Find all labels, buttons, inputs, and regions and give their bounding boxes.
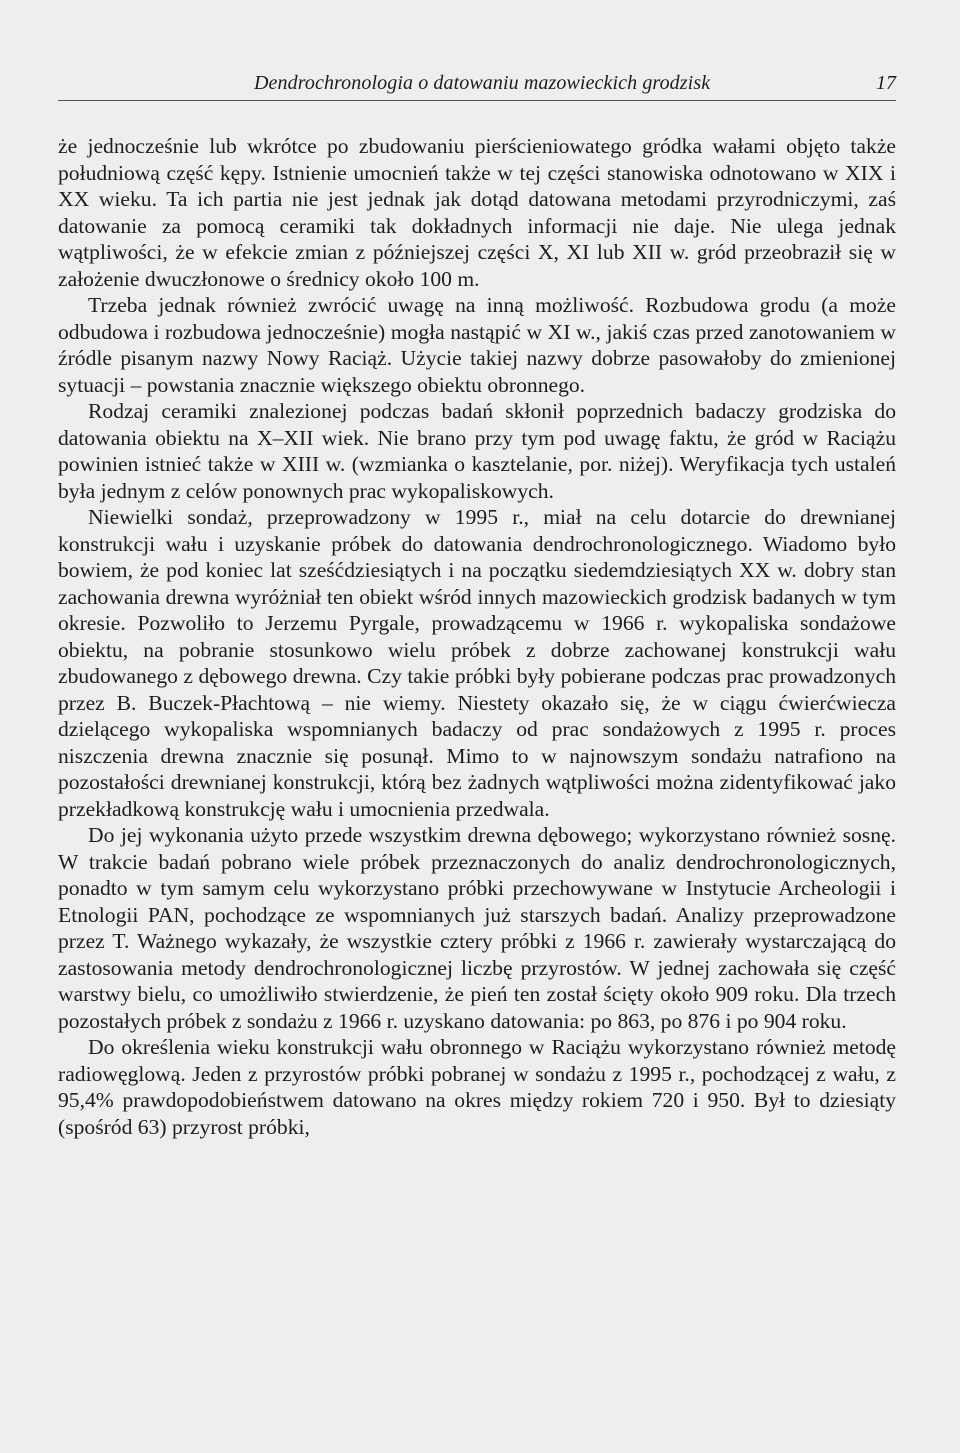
running-header	[58, 70, 896, 101]
paragraph: Rodzaj ceramiki znalezionej podczas badań skłonił poprzednich badaczy grodziska do datowania obiektu na X–XII wiek. Nie brano przy tym pod uwagę faktu, że gród w Raciążu powinien istnieć także w XIII w. (wzmianka o kasztelanie, por. niżej). Weryfikacja tych ustaleń była jednym z celów ponownych prac wykopaliskowych.	[58, 399, 896, 503]
paragraph: że jednocześnie lub wkrótce po zbudowaniu pierścieniowatego gródka wałami objęto także południową część kępy. Istnienie umocnień także w tej części stanowiska odnotowano w XIX i XX wieku. Ta ich partia nie jest jednak jak dotąd datowana metodami przyrodniczymi, zaś datowanie za pomocą ceramiki tak dokładnych informacji nie daje. Nie ulega jednak wątpliwości, że w efekcie zmian z późniejszej części X, XI lub XII w. gród przeobraził się w założenie dwuczłonowe o średnicy około 100 m.	[58, 134, 896, 291]
paragraph: Trzeba jednak również zwrócić uwagę na inną możliwość. Rozbudowa grodu (a może odbudowa i rozbudowa jednocześnie) mogła nastąpić w XI w., jakiś czas przed zanotowaniem w źródle pisanym nazwy Nowy Raciąż. Użycie takiej nazwy dobrze pasowałoby do zmienionej sytuacji – powstania znacznie większego obiektu obronnego.	[58, 293, 896, 397]
running-header-title: Dendrochronologia o datowaniu mazowieckich grodzisk	[254, 72, 711, 94]
page-number: 17	[876, 72, 896, 94]
paragraph: Niewielki sondaż, przeprowadzony w 1995 r., miał na celu dotarcie do drewnianej konstrukcji wału i uzyskanie próbek do datowania dendrochronologicznego. Wiadomo było bowiem, że pod koniec lat sześćdziesiątych i na początku siedemdziesiątych XX w. dobry stan zachowania drewna wyróżniał ten obiekt wśród innych mazowieckich grodzisk badanych w tym okresie. Pozwoliło to Jerzemu Pyrgale, prowadzącemu w 1966 r. wykopaliska sondażowe obiektu, na pobranie stosunkowo wielu próbek z dobrze zachowanej konstrukcji wału zbudowanego z dębowego drewna. Czy takie próbki były pobierane podczas prac prowadzonych przez B. Buczek-Płachtową – nie wiemy. Niestety okazało się, że w ciągu ćwierćwiecza dzielącego wykopaliska wspomnianych badaczy od prac sondażowych z 1995 r. proces niszczenia drewna znacznie się posunął. Mimo to w najnowszym sondażu natrafiono na pozostałości drewnianej konstrukcji, którą bez żadnych wątpliwości można zidentyfikować jako przekładkową konstrukcję wału i umocnienia przedwala.	[58, 505, 896, 821]
body-text	[58, 133, 896, 1140]
paragraph: Do określenia wieku konstrukcji wału obronnego w Raciążu wykorzystano również metodę radiowęglową. Jeden z przyrostów próbki pobranej w sondażu z 1995 r., pochodzącej z wału, z 95,4% prawdopodobieństwem datowano na okres między rokiem 720 i 950. Był to dziesiąty (spośród 63) przyrost próbki,	[58, 1035, 896, 1139]
paragraph: Do jej wykonania użyto przede wszystkim drewna dębowego; wykorzystano również sosnę. W trakcie badań pobrano wiele próbek przeznaczonych do analiz dendrochronologicznych, ponadto w tym samym celu wykorzystano próbki przechowywane w Instytucie Archeologii i Etnologii PAN, pochodzące ze wspomnianych już starszych badań. Analizy przeprowadzone przez T. Ważnego wykazały, że wszystkie cztery próbki z 1966 r. zawierały wystarczającą do zastosowania metody dendrochronologicznej liczbę przyrostów. W jednej zachowała się część warstwy bielu, co umożliwiło stwierdzenie, że pień ten został ścięty około 909 roku. Dla trzech pozostałych próbek z sondażu z 1966 r. uzyskano datowania: po 863, po 876 i po 904 roku.	[58, 823, 896, 1033]
